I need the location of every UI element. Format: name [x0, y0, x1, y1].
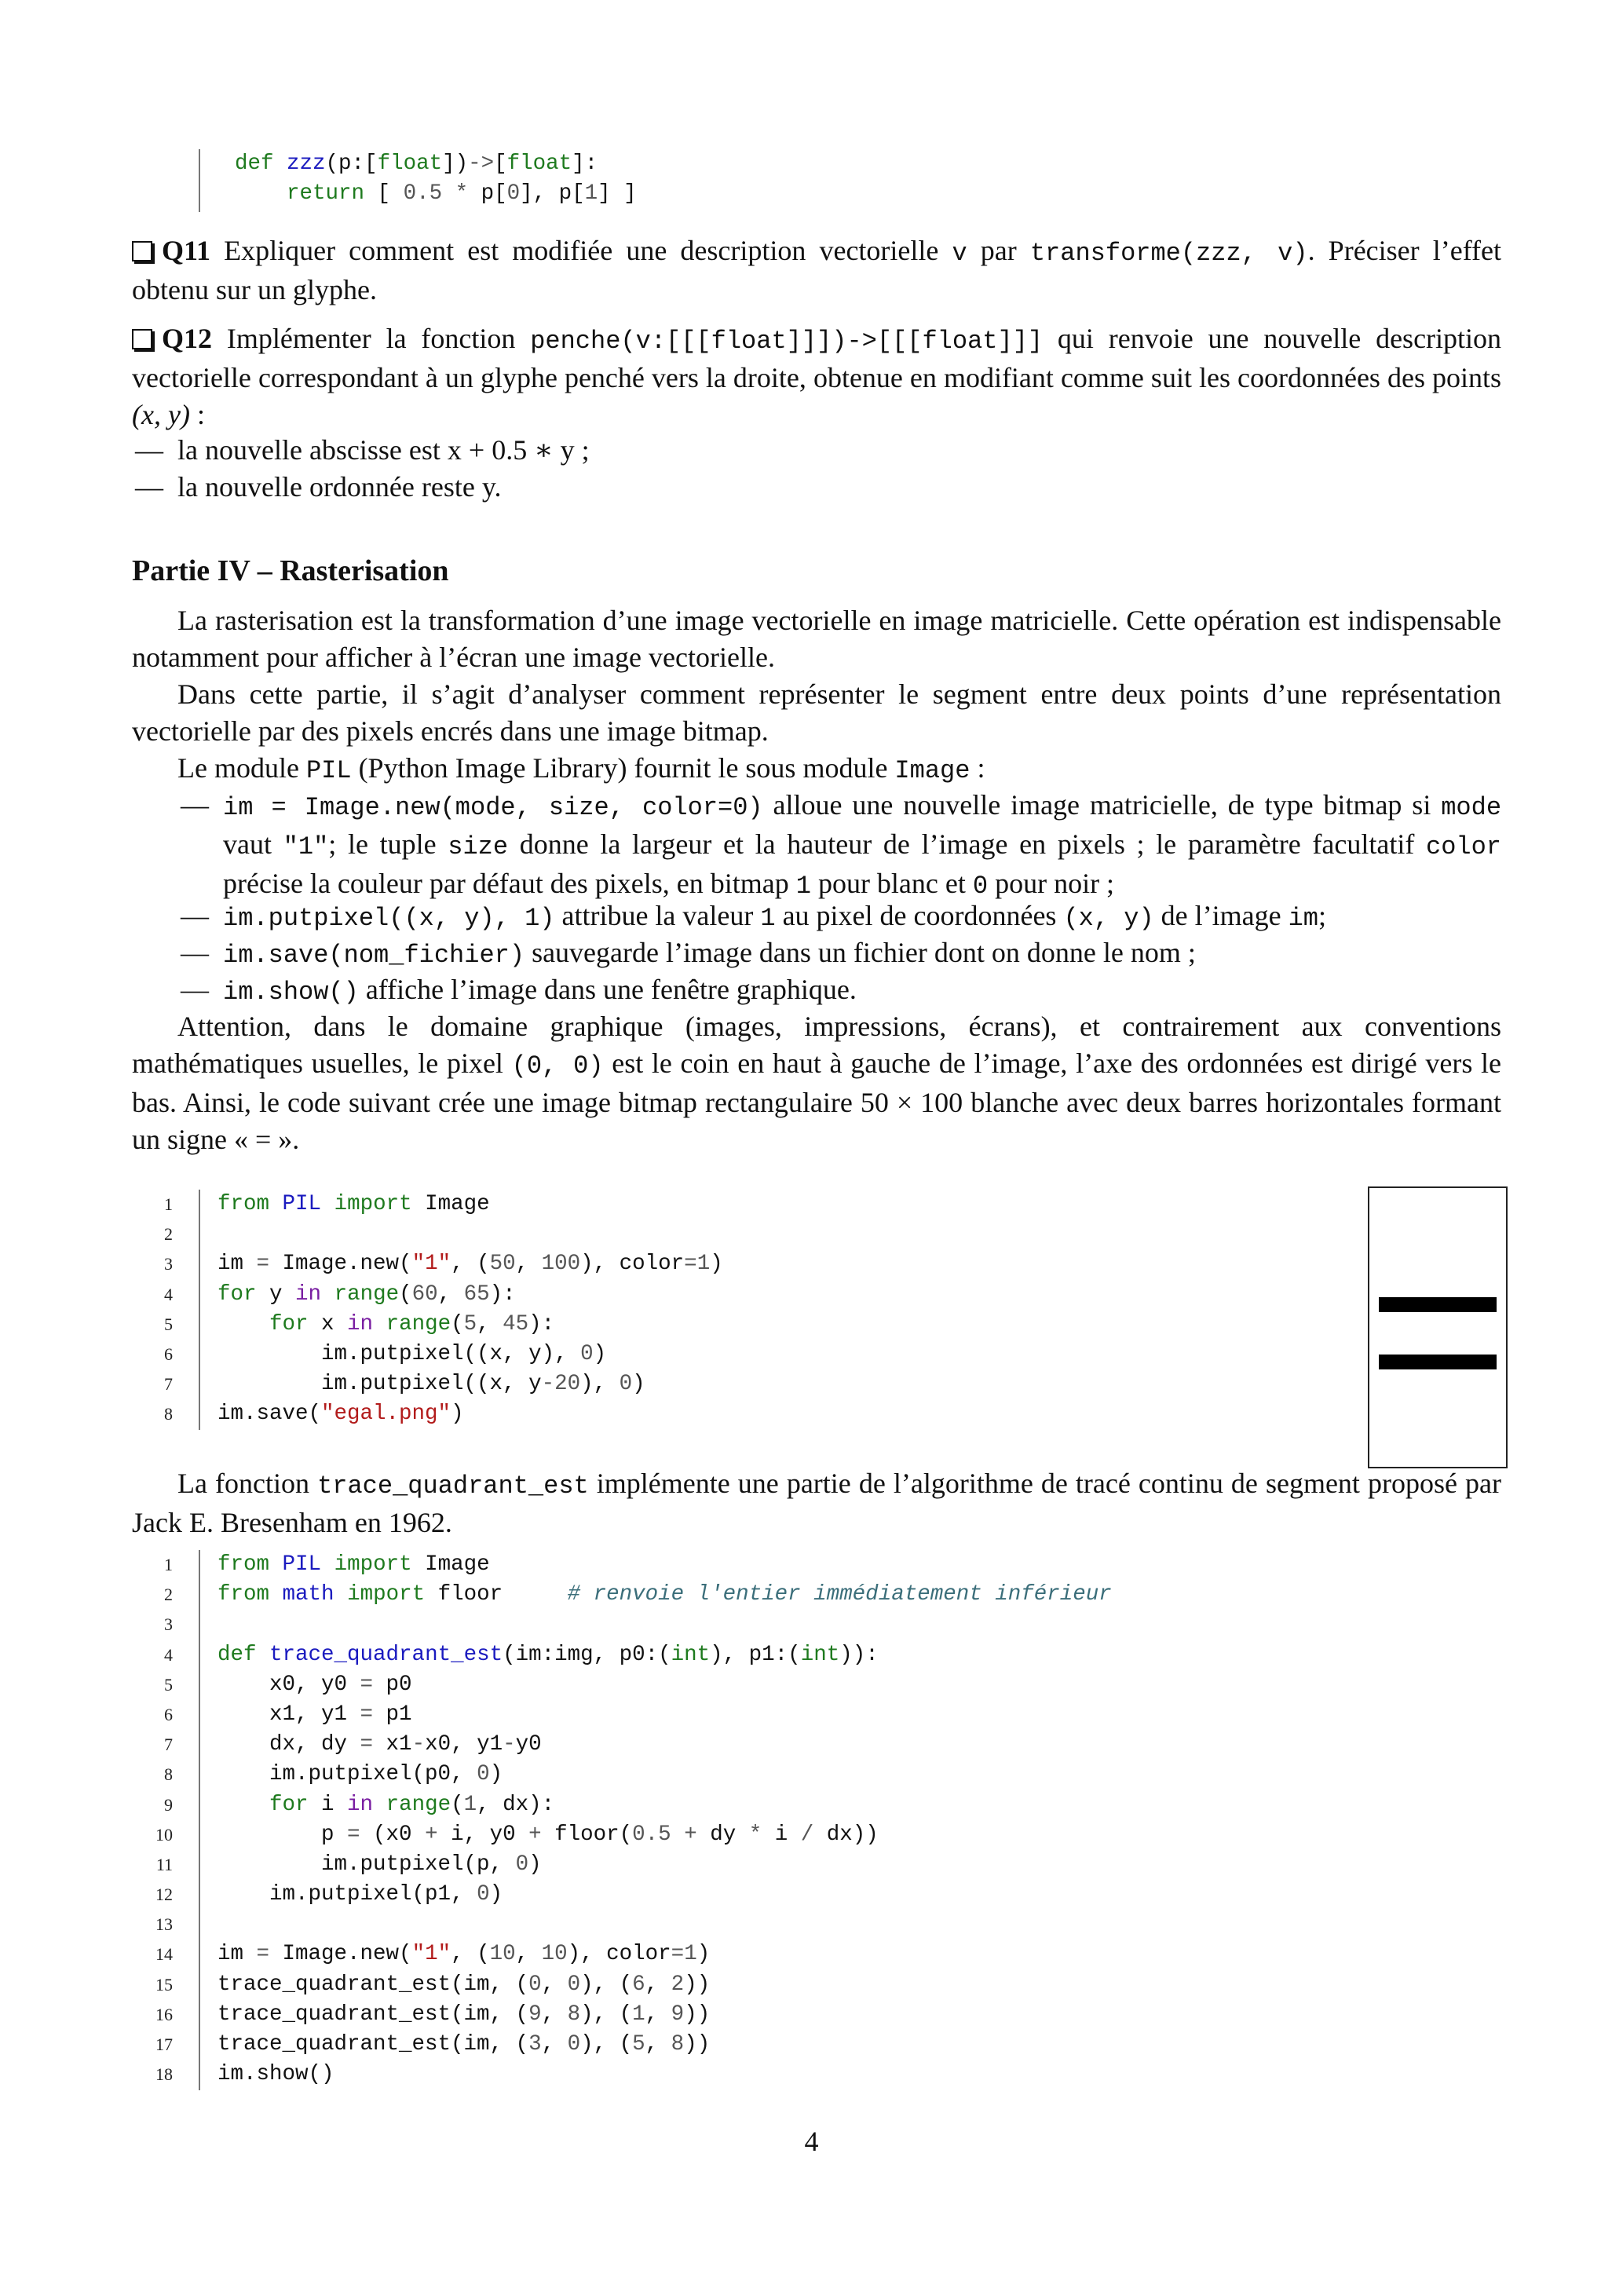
- q12-bullet: — la nouvelle ordonnée reste y.: [135, 471, 502, 503]
- q12-bullet-text: la nouvelle abscisse est x + 0.5 ∗ y ;: [177, 434, 590, 466]
- bullet-text: de l’image: [1161, 900, 1281, 931]
- code-line: x1, y1 = p1: [217, 1702, 412, 1727]
- paragraph-text: Le module: [177, 752, 299, 784]
- code-xy: (x, y): [1063, 904, 1154, 933]
- line-number: 2: [164, 1585, 173, 1605]
- bullet-text: ; le tuple: [328, 828, 437, 860]
- code-block-trace: [199, 1550, 200, 2090]
- code-line: x0, y0 = p0: [217, 1672, 412, 1697]
- line-number: 11: [155, 1854, 173, 1874]
- line-numbers: [141, 1190, 173, 1430]
- line-number: 14: [155, 1944, 173, 1965]
- code-block-zzz: [199, 149, 637, 212]
- bullet-text: au pixel de coordonnées: [782, 900, 1057, 931]
- egal-bitmap-image: [1368, 1186, 1508, 1468]
- bullet-text: pour blanc et: [817, 868, 966, 899]
- line-number: 7: [164, 1735, 173, 1755]
- code-trace-fn: trace_quadrant_est: [317, 1472, 589, 1501]
- q11-text: Expliquer comment est modifiée une description vectorielle: [224, 235, 939, 266]
- line-number: 3: [164, 1614, 173, 1635]
- code-im: im: [1288, 904, 1318, 933]
- api-bullet: — im = Image.new(mode, size, color=0) alloue une nouvelle image matricielle, de type bitmap si mode vaut "1"; le tuple size donne la largeur et la hauteur de l’image en pixels ; le paramètre facultatif color précise la couleur par défaut des pixels, en bitmap 1 pour blanc et 0 pour noir ;: [181, 789, 1502, 901]
- line-number: 5: [164, 1674, 173, 1695]
- code-lines-egal: [217, 1190, 723, 1430]
- line-number: 3: [164, 1254, 173, 1274]
- question-q11: [132, 232, 1501, 309]
- question-q12: [132, 320, 1501, 433]
- paragraph-text: :: [970, 752, 985, 784]
- line-number: 15: [155, 1974, 173, 1994]
- line-number: 9: [164, 1794, 173, 1815]
- q12-coords: (x, y): [132, 399, 190, 430]
- equal-bar-bottom: [1379, 1355, 1497, 1369]
- line-number: 4: [164, 1644, 173, 1665]
- paragraph-text: La rasterisation est la transformation d’une image vectorielle en image matricielle. Cette opération est indispensable notamment pour afficher à l’écran une image vectorielle.: [132, 605, 1501, 673]
- q12-bullet-text: la nouvelle ordonnée reste y.: [177, 471, 502, 503]
- line-number: 18: [155, 2064, 173, 2085]
- q12-bullet: — la nouvelle abscisse est x + 0.5 ∗ y ;: [135, 434, 590, 466]
- line-number: 17: [155, 2035, 173, 2054]
- code-line: [217, 1219, 723, 1249]
- code-image: Image: [894, 756, 971, 785]
- code-line: trace_quadrant_est(im, (3, 0), (5, 8)): [217, 2032, 711, 2057]
- checkbox-icon: [132, 329, 152, 349]
- code-line: im.putpixel(p, 0): [217, 1852, 542, 1877]
- code-line: return [ 0.5 * p[0], p[1] ]: [287, 181, 637, 207]
- code-origin: (0, 0): [511, 1051, 604, 1080]
- line-number: 10: [155, 1824, 173, 1844]
- section-heading: Partie IV – Rasterisation: [132, 554, 449, 587]
- paragraph-text: Attention, dans le domaine graphique (images, impressions, écrans), et contrairement aux conventions mathématiques usuelles, le pixel: [132, 1011, 1501, 1079]
- code-save: im.save(nom_fichier): [223, 941, 525, 970]
- code-line: im = Image.new("1", (10, 10), color=1): [217, 1942, 711, 1967]
- paragraph-text: La fonction: [177, 1468, 309, 1499]
- code-putpixel: im.putpixel((x, y), 1): [223, 904, 555, 933]
- question-label: Q11: [162, 235, 211, 266]
- paragraph-text: implémente une partie de l’algorithme de tracé continu de segment proposé par Jack E. Bresenham en 1962.: [132, 1468, 1501, 1538]
- line-number: 1: [164, 1555, 173, 1574]
- code-line: from PIL import Image: [217, 1192, 490, 1216]
- bullet-text: pour noir ;: [995, 868, 1115, 899]
- paragraph: [132, 750, 1501, 789]
- api-bullet: — im.putpixel((x, y), 1) attribue la valeur 1 au pixel de coordonnées (x, y) de l’image im;: [181, 900, 1327, 933]
- paragraph: [132, 1008, 1501, 1158]
- code-line: from math import floor # renvoie l'entier immédiatement inférieur: [217, 1582, 1112, 1607]
- q11-text-b: par: [980, 235, 1017, 266]
- code-line: im.putpixel(p0, 0): [217, 1762, 503, 1787]
- checkbox-icon: [132, 241, 152, 261]
- question-label: Q12: [162, 323, 213, 354]
- line-number: 6: [164, 1344, 173, 1364]
- code-show: im.show(): [223, 978, 359, 1007]
- paragraph-text: est le coin en haut à gauche de l’image, l’axe des ordonnées est dirigé vers le bas. Ainsi, le code suivant crée une image bitmap rectangulaire 50 × 100 blanche avec deux barres horizontales formant un signe « = ».: [132, 1047, 1502, 1155]
- equal-bar-top: [1379, 1297, 1497, 1312]
- code-mode: mode: [1441, 793, 1502, 822]
- line-numbers: [141, 1550, 173, 2089]
- code-size: size: [448, 832, 509, 861]
- code-line: for y in range(60, 65):: [217, 1281, 516, 1307]
- code-one: "1": [283, 832, 329, 861]
- api-bullet: — im.save(nom_fichier) sauvegarde l’image dans un fichier dont on donne le nom ;: [181, 937, 1196, 970]
- code-pil: PIL: [305, 756, 352, 785]
- bullet-text: affiche l’image dans une fenêtre graphique.: [365, 974, 857, 1005]
- code-line: for i in range(1, dx):: [269, 1792, 555, 1817]
- code-line: from PIL import Image: [217, 1552, 490, 1577]
- code-line: im.show(): [217, 2062, 334, 2087]
- line-number: 12: [155, 1885, 173, 1905]
- bullet-text: alloue une nouvelle image matricielle, de type bitmap si: [773, 789, 1431, 821]
- code-0: 0: [972, 872, 989, 901]
- line-number: 1: [164, 1194, 173, 1214]
- paragraph: [132, 1465, 1501, 1541]
- code-line: [217, 1910, 1112, 1940]
- q11-code-call: transforme(zzz, v): [1029, 239, 1308, 268]
- code-lines: [235, 149, 637, 209]
- code-line: im.putpixel(p1, 0): [217, 1882, 503, 1907]
- q12-text-c: :: [189, 399, 205, 430]
- q11-text-c: . Préciser l’effet obtenu sur un glyphe.: [132, 235, 1501, 305]
- line-number: 5: [164, 1314, 173, 1334]
- code-1: 1: [760, 904, 776, 933]
- line-number: 7: [164, 1374, 173, 1395]
- line-number: 8: [164, 1404, 173, 1424]
- code-line: dx, dy = x1-x0, y1-y0: [217, 1732, 542, 1757]
- line-number: 6: [164, 1704, 173, 1724]
- bullet-text: vaut: [223, 828, 272, 860]
- line-number: 16: [155, 2004, 173, 2024]
- q11-code-v: v: [952, 239, 967, 268]
- q12-text-a: Implémenter la fonction: [226, 323, 516, 354]
- q12-text-b: qui renvoie une nouvelle description vectorielle correspondant à un glyphe penché vers la droite, obtenue en modifiant comme suit les coordonnées des points: [132, 323, 1502, 393]
- bullet-text: donne la largeur et la hauteur de l’image en pixels ; le paramètre facultatif: [519, 828, 1415, 860]
- code-line: def zzz(p:[float])->[float]:: [235, 152, 598, 176]
- code-line: im.save("egal.png"): [217, 1402, 464, 1427]
- code-line: for x in range(5, 45):: [269, 1311, 555, 1336]
- bullet-text: sauvegarde l’image dans un fichier dont on donne le nom ;: [532, 937, 1196, 968]
- api-bullet: — im.show() affiche l’image dans une fenêtre graphique.: [181, 974, 857, 1007]
- code-lines-trace: [217, 1550, 1112, 2089]
- q12-code-signature: penche(v:[[[float]]])->[[[float]]]: [530, 327, 1044, 356]
- code-line: trace_quadrant_est(im, (0, 0), (6, 2)): [217, 1972, 711, 1997]
- bullet-text: ;: [1318, 900, 1327, 931]
- code-line: trace_quadrant_est(im, (9, 8), (1, 9)): [217, 2002, 711, 2027]
- code-line: p = (x0 + i, y0 + floor(0.5 + dy * i / dx)): [217, 1822, 879, 1847]
- code-color: color: [1425, 832, 1501, 861]
- code-block-egal: [199, 1190, 200, 1430]
- paragraph-text: Dans cette partie, il s’agit d’analyser comment représenter le segment entre deux points d’une représentation vectorielle par des pixels encrés dans une image bitmap.: [132, 678, 1501, 747]
- line-number: 4: [164, 1284, 173, 1304]
- line-number: 13: [155, 1914, 173, 1935]
- line-number: 2: [164, 1224, 173, 1245]
- code-line: def trace_quadrant_est(im:img, p0:(int), p1:(int)):: [217, 1642, 879, 1667]
- paragraph: [132, 676, 1501, 750]
- code-line: im = Image.new("1", (50, 100), color=1): [217, 1252, 723, 1277]
- code-1: 1: [795, 872, 811, 901]
- paragraph: [132, 602, 1501, 676]
- code-image-new: im = Image.new(mode, size, color=0): [223, 793, 763, 822]
- code-line: [217, 1610, 1112, 1640]
- bullet-text: attribue la valeur: [561, 900, 754, 931]
- line-number: 8: [164, 1764, 173, 1785]
- page-number: 4: [804, 2126, 819, 2157]
- bullet-text: précise la couleur par défaut des pixels, en bitmap: [223, 868, 789, 899]
- paragraph-text: (Python Image Library) fournit le sous module: [358, 752, 888, 784]
- code-line: im.putpixel((x, y-20), 0): [217, 1372, 645, 1397]
- code-line: im.putpixel((x, y), 0): [217, 1341, 607, 1366]
